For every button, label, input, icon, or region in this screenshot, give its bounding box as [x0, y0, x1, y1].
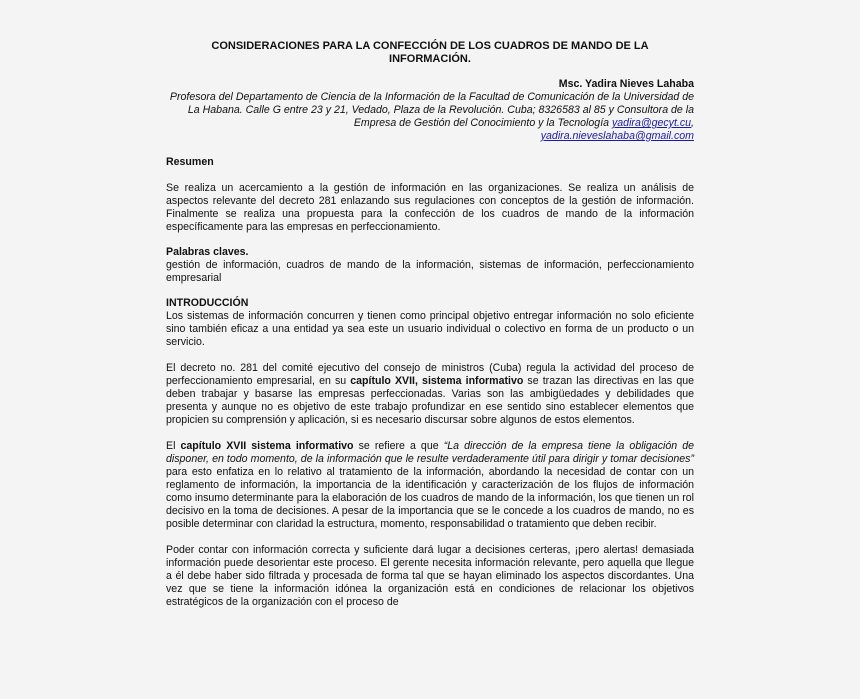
document-body [166, 40, 694, 609]
resumen-paragraph: Se realiza un acercamiento a la gestión de información en las organizaciones. Se realiza un análisis de aspectos relevante del decreto 281 enlazando sus regulaciones con conceptos de la gestión de información. Finalmente se realiza una propuesta para la confección de los cuadros de mando de la información específicamente para las empresas en perfeccionamiento. [166, 182, 694, 233]
p3-chapter-bold: capítulo XVII sistema informativo [180, 440, 354, 452]
p3-text-e: para esto enfatiza en lo relativo al tratamiento de la información, abordando la necesidad de contar con un reglamento de información, la importancia de la identificación y caracterización de los flujos de información como insumo determinante para la elaboración de los cuadros de mando de la información, los que tienen un rol decisivo en la toma de decisiones. A pesar de la importancia que se le concede a los cuadros de mando, no es posible determinar con claridad la estructura, momento, responsabilidad o tratamiento que deben recibir. [166, 466, 694, 530]
p2-text-c: se trazan las directivas en las que deben trabajar y basarse las empresas perfeccionadas. Varias son las ambigüedades y debilidades que presenta y aunque no es objetivo de este trabajo profundizar en ese sentido sino establecer elementos que propicien su comprensión y aplicación, si es necesario discursar sobre algunos de estos elementos. [166, 375, 694, 426]
keywords-paragraph: gestión de información, cuadros de mando de la información, sistemas de información, perfeccionamiento empresarial [166, 259, 694, 284]
email-link-gecyt[interactable]: yadira@gecyt.cu [611, 117, 692, 129]
intro-paragraph-1: Los sistemas de información concurren y tienen como principal objetivo entregar información no solo eficiente sino también eficaz a una entidad ya sea este un usuario individual o colectivo en forma de un producto o un servicio. [166, 310, 694, 348]
p3-text-c: se refiere a que [353, 440, 444, 452]
p2-chapter-bold: capítulo XVII, sistema informativo [350, 375, 524, 387]
intro-paragraph-3 [166, 440, 694, 531]
email-link-gmail[interactable]: yadira.nieveslahaba@gmail.com [540, 130, 694, 142]
keywords-heading: Palabras claves. [166, 246, 249, 258]
affiliation-text: Profesora del Departamento de Ciencia de la Información de la Facultad de Comunicación de la Universidad de La Habana. Calle G entre 23 y 21, Vedado, Plaza de la Revolución. Cuba; 8326583 al 85 y Consultora de la Empresa de Gestión del Conocimiento y la Tecnología [169, 91, 694, 129]
p2-text-a: El decreto no. 281 del comité ejecutivo del consejo de ministros (Cuba) regula la actividad del proceso de perfeccionamiento empresarial, en su [166, 362, 694, 387]
email-separator: , [691, 117, 694, 129]
intro-heading: INTRODUCCIÓN [166, 297, 249, 309]
author-affiliation [166, 91, 694, 143]
intro-paragraph-4: Poder contar con información correcta y suficiente dará lugar a decisiones certeras, ¡pero alertas! demasiada información puede desorientar este proceso. El gerente necesita información relevante, pero aquella que llegue a él debe haber sido filtrada y procesada de forma tal que se hayan eliminado los aspectos discordantes. Una vez que se tiene la información idónea la organización está en condiciones de relacionar los objetivos estratégicos de la organización con el proceso de [166, 544, 694, 608]
author-name: Msc. Yadira Nieves Lahaba [558, 78, 694, 90]
resumen-heading: Resumen [166, 156, 214, 168]
intro-paragraph-2 [166, 362, 694, 427]
paper-title: CONSIDERACIONES PARA LA CONFECCIÓN DE LOS CUADROS DE MANDO DE LA INFORMACIÓN. [211, 40, 649, 65]
p3-quote-italic: “La dirección de la empresa tiene la obligación de disponer, en todo momento, de la información que le resulte verdaderamente útil para dirigir y tomar decisiones” [166, 440, 694, 465]
p3-text-a: El [166, 440, 181, 452]
